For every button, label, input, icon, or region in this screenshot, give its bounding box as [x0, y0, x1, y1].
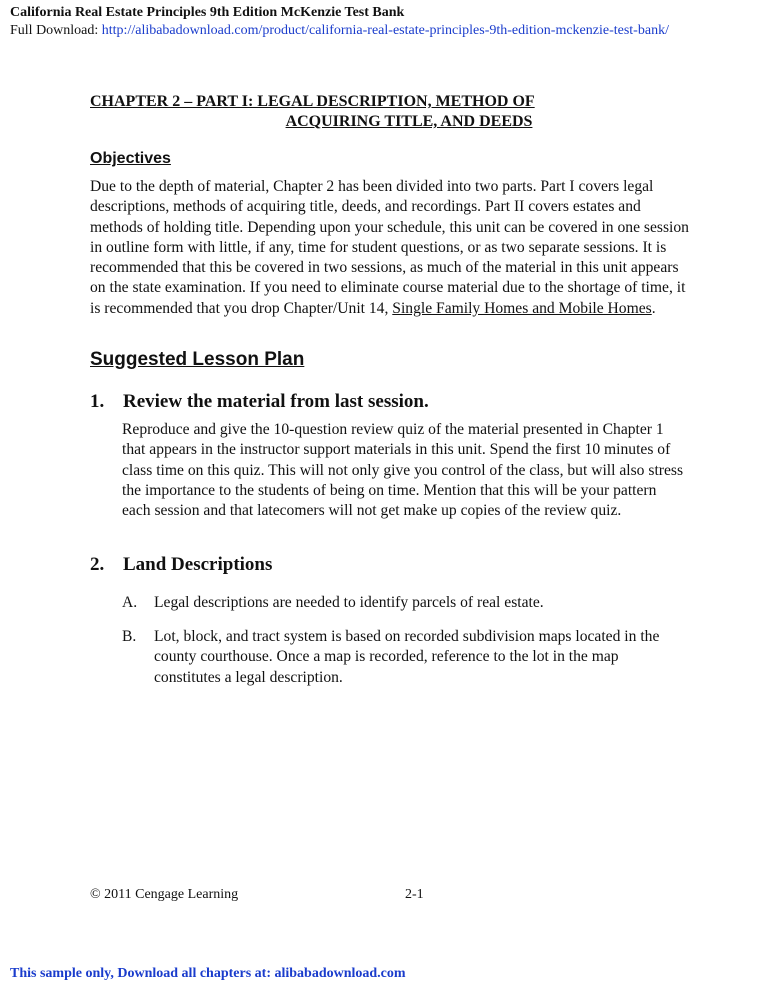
- lesson-item-2-number: 2.: [90, 554, 105, 575]
- download-link[interactable]: http://alibabadownload.com/product/california-real-estate-principles-9th-edition-mckenzie-test-bank/: [101, 23, 669, 38]
- subitem-a-letter: A.: [122, 594, 138, 611]
- objectives-heading: Objectives: [90, 150, 171, 167]
- lesson-item-2-heading: [90, 554, 272, 576]
- subitem-b-letter: B.: [122, 628, 137, 645]
- chapter-title: [90, 92, 650, 132]
- chapter-title-line2: ACQUIRING TITLE, AND DEEDS: [285, 113, 533, 130]
- objectives-end: .: [651, 299, 656, 317]
- page-header: [10, 4, 669, 40]
- footer-page-number: 2-1: [405, 887, 424, 902]
- lesson-item-1-title: Review the material from last session.: [123, 391, 429, 412]
- subitem-a: [122, 593, 687, 613]
- chapter-title-line1: CHAPTER 2 – PART I: LEGAL DESCRIPTION, METHOD OF: [90, 93, 535, 110]
- subitem-a-text: Legal descriptions are needed to identify parcels of real estate.: [154, 594, 544, 611]
- bank-title: California Real Estate Principles 9th Edition McKenzie Test Bank: [10, 5, 405, 20]
- footer-copyright: © 2011 Cengage Learning: [90, 887, 239, 902]
- objectives-paragraph: [90, 177, 695, 319]
- download-label: Full Download:: [10, 23, 102, 38]
- subitem-b-text: Lot, block, and tract system is based on recorded subdivision maps located in the county courthouse. Once a map is recorded, reference to the lot in the map constitutes a legal description.: [154, 628, 660, 686]
- subitem-b: [122, 627, 687, 688]
- lesson-item-1-body: Reproduce and give the 10-question review quiz of the material presented in Chapter 1 that appears in the instructor support materials in this unit. Spend the first 10 minutes of class time on this quiz. This will not only give you control of the class, but will also stress the importance to the students of being on time. Mention that this will be your pattern each session and that latecomers will not get make up copies of the review quiz.: [122, 421, 684, 520]
- objectives-body: Due to the depth of material, Chapter 2 has been divided into two parts. Part I covers legal descriptions, methods of acquiring title, deeds, and recordings. Part II covers estates and methods of holding title. Depending upon your schedule, this unit can be covered in one session in outline form with little, if any, time for student questions, or as two separate sessions. It is recommended that this be covered in two sessions, as much of the material in this unit appears on the state examination. If you need to eliminate course material due to the shortage of time, it is recommended that you drop Chapter/Unit 14,: [90, 178, 689, 317]
- lesson-plan-heading: Suggested Lesson Plan: [90, 349, 305, 370]
- lesson-item-1-heading: [90, 391, 429, 413]
- sample-download-note: This sample only, Download all chapters at: alibabadownload.com: [10, 966, 406, 981]
- download-line: [10, 22, 669, 40]
- unit-14-title: Single Family Homes and Mobile Homes: [392, 299, 652, 317]
- lesson-item-2-title: Land Descriptions: [123, 554, 273, 575]
- lesson-item-1-number: 1.: [90, 391, 105, 412]
